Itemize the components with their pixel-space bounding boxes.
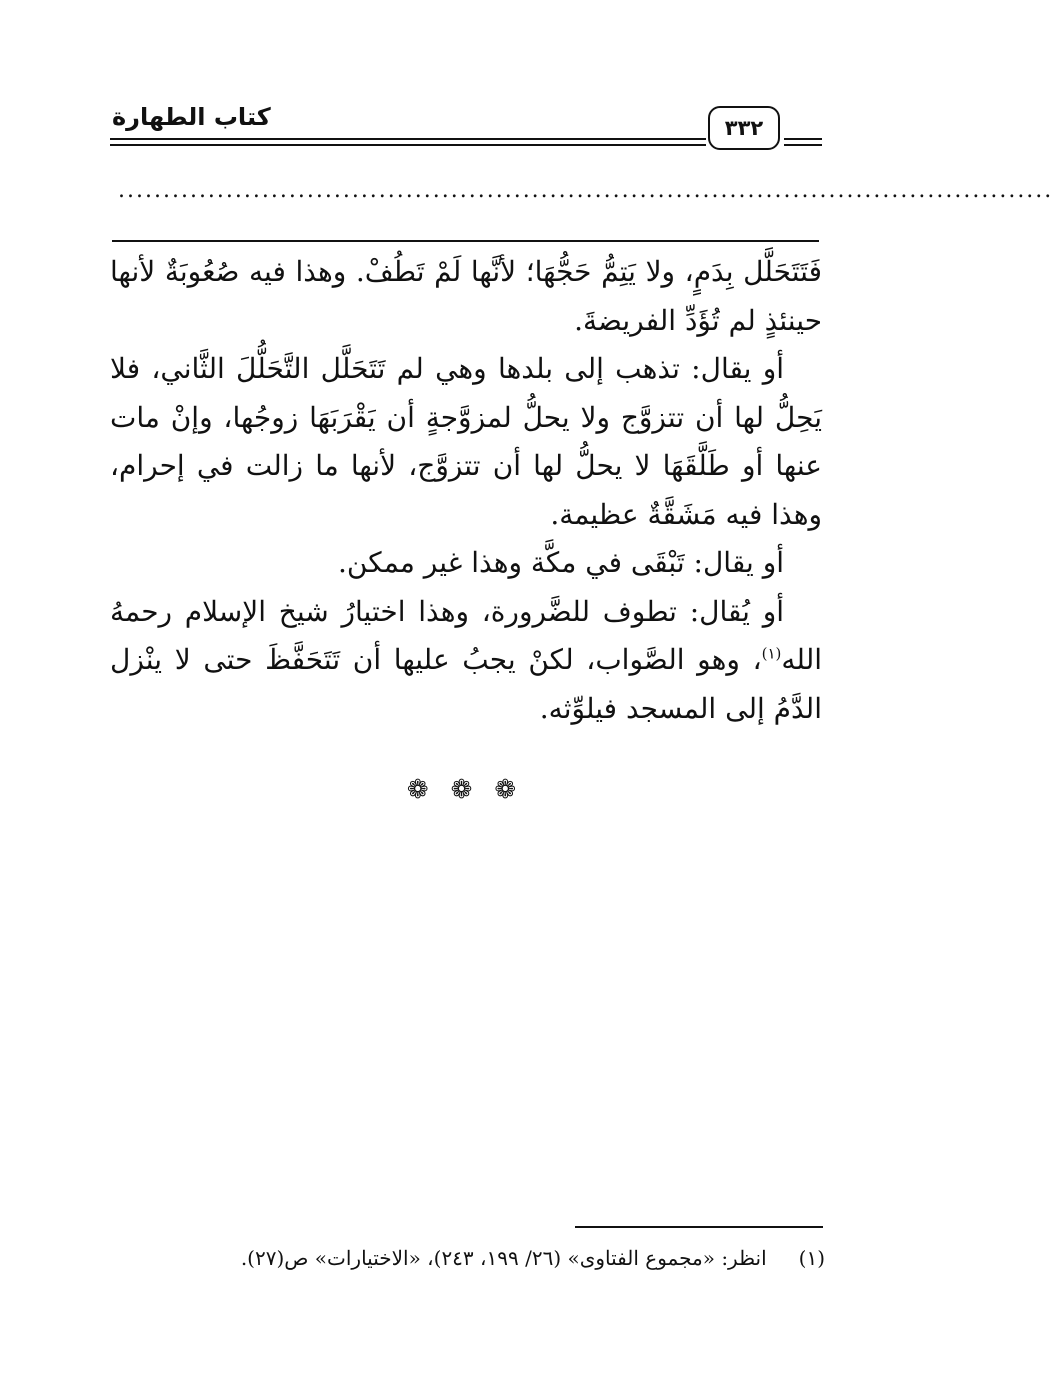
paragraph: أو يقال: تَبْقَى في مكَّة وهذا غير ممكن. [338,546,784,579]
header-rule-lower [110,144,706,146]
footnote-rule [575,1226,823,1228]
text-line: فَتَتَحَلَّل بِدَمٍ، ولا يَتِمُّ حَجُّهَا؛ لأنَّها لَمْ تَطُفْ. وهذا فيه صُعُوبَةٌ [164,255,822,288]
page-number: ٣٣٢ [708,106,780,150]
book-title: كتاب الطهارة [112,103,271,131]
text-line: لأنها حينئذٍ لم تُؤَدِّ الفريضةَ. [110,255,822,337]
footnote [241,1246,825,1270]
footnote-text: انظر: «مجموع الفتاوى» (٢٦/ ١٩٩، ٢٤٣)، «الاختيارات» ص(٢٧). [240,1246,767,1270]
footnote-number: (١) [798,1246,825,1270]
text-segment: أو يُقال: تطوف للضَّرورة، وهذا اختيارُ شيخ الإسلام رحمهُ الله [110,594,822,676]
text-segment: ، وهو الصَّواب، لكنْ يجبُ عليها أن تَتَحَفَّظَ حتى لا ينْزل الدَّمُ إلى المسجد فيلوِّثه. [110,643,822,725]
footnote-reference: (١) [761,644,782,663]
paragraph [110,588,822,734]
paragraph: أو يقال: تذهب إلى بلدها وهي لم تَتَحَلَّل التَّحَلُّلَ الثَّاني، فلا يَحِلُّ لها أن تتزوَّج ولا يحلُّ لمزوَّجةٍ أن يَقْرَبَهَا زوجُها، وإنْ مات عنها أو طَلَّقَهَا لا يحلُّ لها أن تتزوَّج، لأنها ما زالت في إحرام، وهذا فيه مَشَقَّةٌ عظيمة. [110,352,822,531]
ornament-stars: ❁❁❁ [406,775,539,805]
paragraph-continued [110,248,822,345]
page-header [110,103,822,153]
header-rule-right-upper [784,138,822,140]
header-rule-right-lower [784,144,822,146]
header-rule-upper [110,138,706,140]
main-text [110,248,822,733]
dotted-separator: ........................................................................................................ [118,178,1053,203]
content-rule [112,240,819,242]
